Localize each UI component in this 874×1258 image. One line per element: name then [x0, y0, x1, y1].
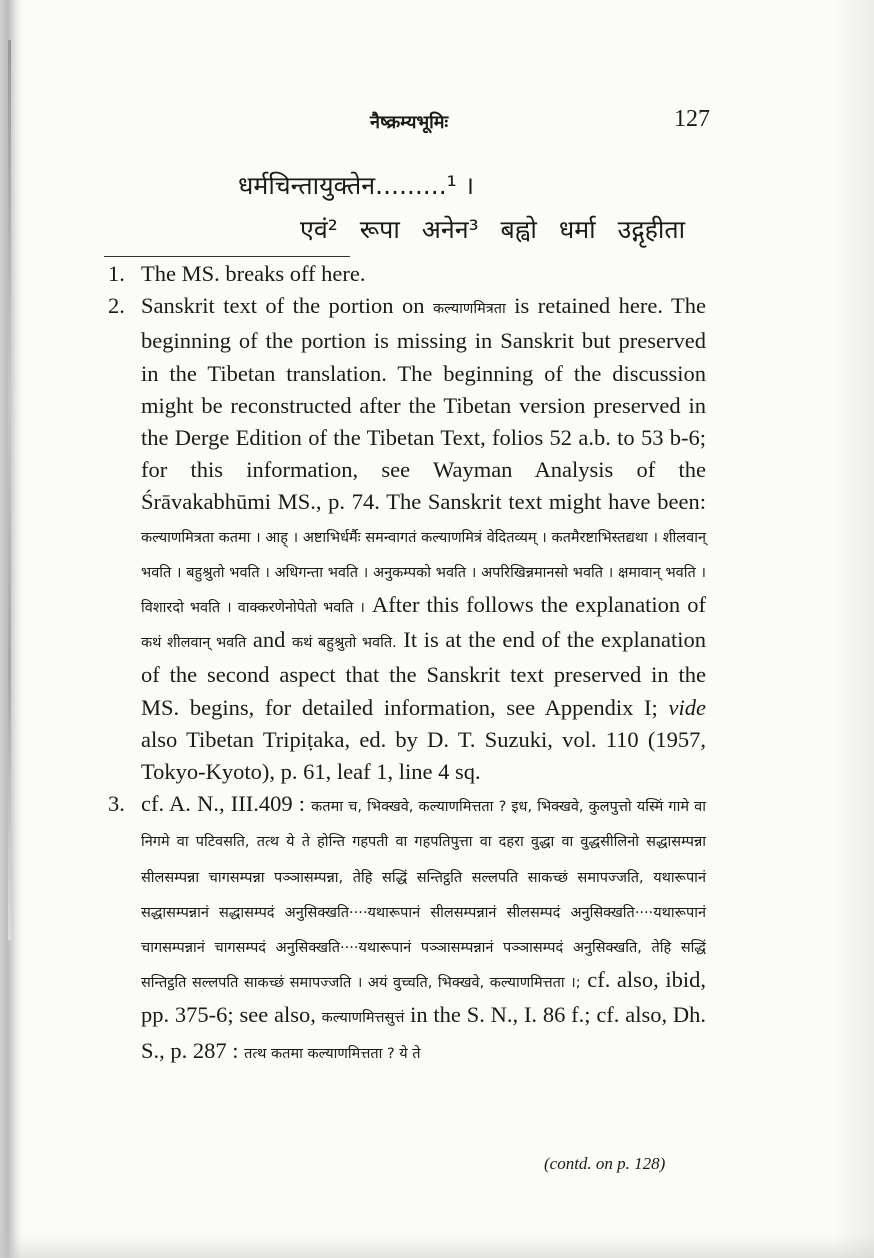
footnote-1	[108, 258, 706, 290]
footnote-text-run: also Tibetan Tripiṭaka, ed. by D. T. Suzuki, vol. 110 (1957, Tokyo-Kyoto), p. 61, leaf 1, line 4 sq.	[141, 726, 706, 785]
footnote-text: The MS. breaks off here.	[141, 261, 366, 286]
footnote-text-run: and	[246, 627, 292, 653]
page-number: 127	[674, 106, 710, 132]
devanagari-passage: कल्याणमित्रता कतमा । आह् । अष्टाभिर्धर्मैः समन्वागतं कल्याणमित्रं वेदितव्यम् । कतमैरष्टाभिस्तद्यथा । शीलवान् भवति । बहुश्रुतो भवति । अधिगन्ता भवति । अनुकम्पको भवति । अपरिखिन्नमानसो भवति । क्षमावान् भवति । विशारदो भवति । वाक्करणेनोपेतो भवति ।	[141, 529, 706, 617]
sanskrit-verse-line-2: एवं² रूपा अनेन³ बह्वो धर्मा उद्गृहीता	[300, 215, 686, 244]
footnote-separator-rule	[104, 256, 350, 257]
running-header: नैष्क्रम्यभूमिः	[370, 112, 449, 133]
footnote-text-run: After this follows the explanation of	[364, 592, 706, 618]
page-bottom-shadow	[0, 1234, 874, 1258]
devanagari-term: कल्याणमित्रता	[432, 301, 506, 318]
devanagari-passage: कतमा च, भिक्खवे, कल्याणमित्तता ? इध, भिक्खवे, कुलपुत्तो यस्मिं गामे वा निगमे वा पटिवसति, तत्थ ये ते होन्ति गहपती वा गहपतिपुत्ता वा दहरा वुद्धा वा वुद्धसीलिनो सद्धासम्पन्ना सीलसम्पन्ना चागसम्पन्ना पञ्ञासम्पन्ना, तेहि सद्धिं सन्तिट्ठति सल्लपति साकच्छं समापज्जति, यथारूपानं सद्धासम्पन्नानं सद्धासम्पदं अनुसिक्खति····यथारूपानं सीलसम्पन्नानं सीलसम्पदं अनुसिक्खति····यथारूपानं चागसम्पन्नानं चागसम्पदं अनुसिक्खति····यथारूपानं पञ्ञासम्पन्नानं पञ्ञासम्पदं अनुसिक्खति, तेहि सद्धिं सन्तिट्ठति सल्लपति साकच्छं समापज्जति । अयं वुच्चति, भिक्खवे, कल्याणमित्तता ।;	[141, 799, 706, 992]
binding-shadow-line	[8, 40, 11, 940]
devanagari-term: कथं शीलवान् भवति	[141, 635, 247, 652]
page-right-shadow	[834, 0, 874, 1258]
footnote-text-run: It is at the end of the explanation of the second aspect that the Sanskrit text preserved in the MS. begins, for detailed information, see Appendix I;	[141, 627, 706, 720]
sanskrit-verse-line-1: धर्मचिन्तायुक्तेन.........¹ ।	[238, 171, 475, 200]
devanagari-term: कथं बहुश्रुतो भवति.	[291, 635, 397, 652]
footnote-text	[141, 290, 706, 788]
continuation-note: (contd. on p. 128)	[544, 1154, 666, 1173]
footnote-text-run: cf. also, ibid, pp. 375-6; see also,	[141, 967, 706, 1028]
footnote-number: 3.	[108, 791, 125, 817]
footnote-3	[108, 788, 706, 1070]
footnotes-block	[108, 258, 706, 1070]
italic-term: vide	[668, 694, 706, 720]
footnote-text-run: in the S. N., I. 86 f.; cf. also, Dh. S., p. 287 :	[141, 1002, 706, 1063]
footnote-text	[141, 788, 706, 1070]
footnote-text-run: cf. A. N., III.409 :	[141, 791, 312, 817]
footnote-number: 1.	[108, 261, 125, 286]
footnote-number: 2.	[108, 293, 125, 319]
devanagari-term: तत्थ कतमा कल्याणमित्तता ? ये ते	[244, 1045, 421, 1062]
footnote-2	[108, 290, 706, 788]
footnote-text-run: is retained here. The beginning of the portion is missing in Sanskrit but preserved in the Tibetan translation. The beginning of the discussion might be reconstructed after the Tibetan version preserved in the Derge Edition of the Tibetan Text, folios 52 a.b. to 53 b-6; for this information, see Wayman Analysis of the Śrāvakabhūmi MS., p. 74. The Sanskrit text might have been:	[141, 293, 706, 515]
page-binding-edge	[0, 0, 22, 1258]
devanagari-term: कल्याणमित्तसुत्तं	[321, 1010, 405, 1027]
footnote-text-run: Sanskrit text of the portion on	[141, 293, 433, 319]
